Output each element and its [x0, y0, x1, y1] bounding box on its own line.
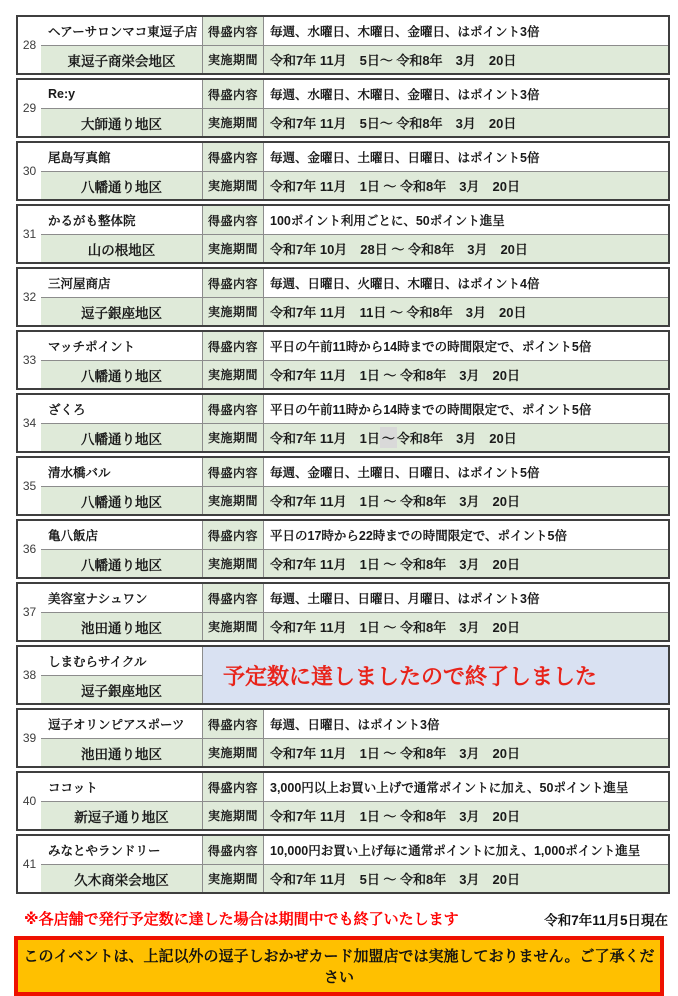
store-name: 清水橋バル: [48, 466, 111, 480]
content-label: 得盛内容: [202, 143, 263, 171]
entry-number: 33: [22, 353, 37, 367]
closed-notice: 予定数に達しましたので終了しました: [202, 647, 668, 703]
campaign-content: 毎週、金曜日、土曜日、日曜日、はポイント5倍: [263, 458, 668, 486]
entry-number: 40: [22, 794, 37, 808]
store-name: みなとやランドリー: [48, 844, 161, 858]
campaign-content: 平日の17時から22時までの時間限定で、ポイント5倍: [263, 521, 668, 549]
campaign-content: 毎週、水曜日、木曜日、金曜日、はポイント3倍: [263, 17, 668, 45]
store-table: [16, 15, 670, 894]
period-label: 実施期間: [202, 486, 263, 514]
content-label: 得盛内容: [202, 332, 263, 360]
district-name: 大師通り地区: [41, 108, 202, 136]
entry-number: 28: [22, 38, 37, 52]
district-name: 八幡通り地区: [41, 486, 202, 514]
period-label: 実施期間: [202, 45, 263, 73]
content-label: 得盛内容: [202, 521, 263, 549]
period-label: 実施期間: [202, 801, 263, 829]
entry-number: 39: [22, 731, 37, 745]
store-name: ざくろ: [48, 403, 86, 417]
district-name: 逗子銀座地区: [41, 297, 202, 325]
content-label: 得盛内容: [202, 395, 263, 423]
store-name: Re:y: [48, 87, 76, 101]
district-name: 東逗子商栄会地区: [41, 45, 202, 73]
district-name: 池田通り地区: [41, 738, 202, 766]
campaign-content: 平日の午前11時から14時までの時間限定で、ポイント5倍: [263, 332, 668, 360]
store-entry: [16, 78, 670, 138]
content-label: 得盛内容: [202, 17, 263, 45]
store-name: かるがも整体院: [48, 214, 136, 228]
content-label: 得盛内容: [202, 458, 263, 486]
campaign-period: 令和7年 11月 1日 ～ 令和8年 3月 20日: [263, 171, 668, 199]
campaign-period: 令和7年 11月 11日 ～ 令和8年 3月 20日: [263, 297, 668, 325]
campaign-content: 毎週、金曜日、土曜日、日曜日、はポイント5倍: [263, 143, 668, 171]
store-name: マッチポイント: [48, 340, 136, 354]
store-name: 亀八飯店: [48, 529, 99, 543]
campaign-content: 3,000円以上お買い上げで通常ポイントに加え、50ポイント進呈: [263, 773, 668, 801]
campaign-content: 毎週、土曜日、日曜日、月曜日、はポイント3倍: [263, 584, 668, 612]
district-name: 八幡通り地区: [41, 171, 202, 199]
content-label: 得盛内容: [202, 836, 263, 864]
store-entry: [16, 141, 670, 201]
district-name: 久木商栄会地区: [41, 864, 202, 892]
period-label: 実施期間: [202, 549, 263, 577]
store-name: 美容室ナシュワン: [48, 592, 148, 606]
district-name: 八幡通り地区: [41, 360, 202, 388]
entry-number: 32: [22, 290, 37, 304]
period-label: 実施期間: [202, 864, 263, 892]
district-name: 八幡通り地区: [41, 549, 202, 577]
campaign-period: 令和7年 11月 1日 ～ 令和8年 3月 20日: [263, 486, 668, 514]
district-name: 池田通り地区: [41, 612, 202, 640]
campaign-period: 令和7年 11月 1日 ～ 令和8年 3月 20日: [263, 801, 668, 829]
period-label: 実施期間: [202, 360, 263, 388]
period-label: 実施期間: [202, 171, 263, 199]
termination-note: ※各店舗で発行予定数に達した場合は期間中でも終了いたします: [24, 911, 459, 928]
campaign-content: 毎週、日曜日、火曜日、木曜日、はポイント4倍: [263, 269, 668, 297]
campaign-period: 令和7年 11月 5日～ 令和8年 3月 20日: [263, 108, 668, 136]
period-label: 実施期間: [202, 108, 263, 136]
campaign-period: 令和7年 11月 5日 ～ 令和8年 3月 20日: [263, 864, 668, 892]
entry-number: 34: [22, 416, 37, 430]
content-label: 得盛内容: [202, 80, 263, 108]
store-entry: [16, 645, 670, 705]
store-entry: [16, 456, 670, 516]
period-label: 実施期間: [202, 234, 263, 262]
store-name: 逗子オリンピアスポーツ: [48, 718, 185, 732]
campaign-content: 毎週、日曜日、はポイント3倍: [263, 710, 668, 738]
campaign-period: 令和7年 11月 1日 ～ 令和8年 3月 20日: [263, 612, 668, 640]
store-entry: [16, 771, 670, 831]
store-entry: [16, 204, 670, 264]
campaign-period: 令和7年 11月 1日 ～ 令和8年 3月 20日: [263, 423, 668, 451]
content-label: 得盛内容: [202, 206, 263, 234]
store-name: ヘアーサロンマコ東逗子店: [48, 25, 198, 39]
store-entry: [16, 582, 670, 642]
district-name: 山の根地区: [41, 234, 202, 262]
campaign-period: 令和7年 11月 1日 ～ 令和8年 3月 20日: [263, 738, 668, 766]
campaign-period: 令和7年 11月 1日 ～ 令和8年 3月 20日: [263, 360, 668, 388]
store-entry: [16, 708, 670, 768]
campaign-content: 100ポイント利用ごとに、50ポイント進呈: [263, 206, 668, 234]
store-name: ココット: [48, 781, 98, 795]
entry-number: 38: [22, 668, 37, 682]
entry-number: 35: [22, 479, 37, 493]
store-entry: [16, 834, 670, 894]
entry-number: 37: [22, 605, 37, 619]
period-label: 実施期間: [202, 612, 263, 640]
period-label: 実施期間: [202, 423, 263, 451]
store-entry: [16, 267, 670, 327]
store-entry: [16, 393, 670, 453]
store-name: 尾島写真館: [48, 151, 111, 165]
entry-number: 36: [22, 542, 37, 556]
store-name: 三河屋商店: [48, 277, 111, 291]
content-label: 得盛内容: [202, 773, 263, 801]
store-entry: [16, 330, 670, 390]
entry-number: 41: [22, 857, 37, 871]
district-name: 新逗子通り地区: [41, 801, 202, 829]
content-label: 得盛内容: [202, 584, 263, 612]
campaign-content: 毎週、水曜日、木曜日、金曜日、はポイント3倍: [263, 80, 668, 108]
campaign-content: 10,000円お買い上げ毎に通常ポイントに加え、1,000ポイント進呈: [263, 836, 668, 864]
store-name: しまむらサイクル: [48, 655, 147, 669]
store-entry: [16, 15, 670, 75]
content-label: 得盛内容: [202, 269, 263, 297]
campaign-period: 令和7年 10月 28日 ～ 令和8年 3月 20日: [263, 234, 668, 262]
campaign-content: 平日の午前11時から14時までの時間限定で、ポイント5倍: [263, 395, 668, 423]
period-label: 実施期間: [202, 738, 263, 766]
entry-number: 29: [22, 101, 37, 115]
highlighted-tilde: ～: [380, 427, 397, 448]
store-entry: [16, 519, 670, 579]
period-label: 実施期間: [202, 297, 263, 325]
content-label: 得盛内容: [202, 710, 263, 738]
notice-banner: このイベントは、上記以外の逗子しおかぜカード加盟店では実施しておりません。ご了承ください: [14, 936, 664, 996]
campaign-period: 令和7年 11月 1日 ～ 令和8年 3月 20日: [263, 549, 668, 577]
campaign-period: 令和7年 11月 5日～ 令和8年 3月 20日: [263, 45, 668, 73]
entry-number: 31: [22, 227, 37, 241]
entry-number: 30: [22, 164, 37, 178]
as-of-date: 令和7年11月5日現在: [544, 912, 668, 928]
district-name: 八幡通り地区: [41, 423, 202, 451]
district-name: 逗子銀座地区: [41, 675, 202, 703]
footer-note-row: [24, 908, 668, 929]
